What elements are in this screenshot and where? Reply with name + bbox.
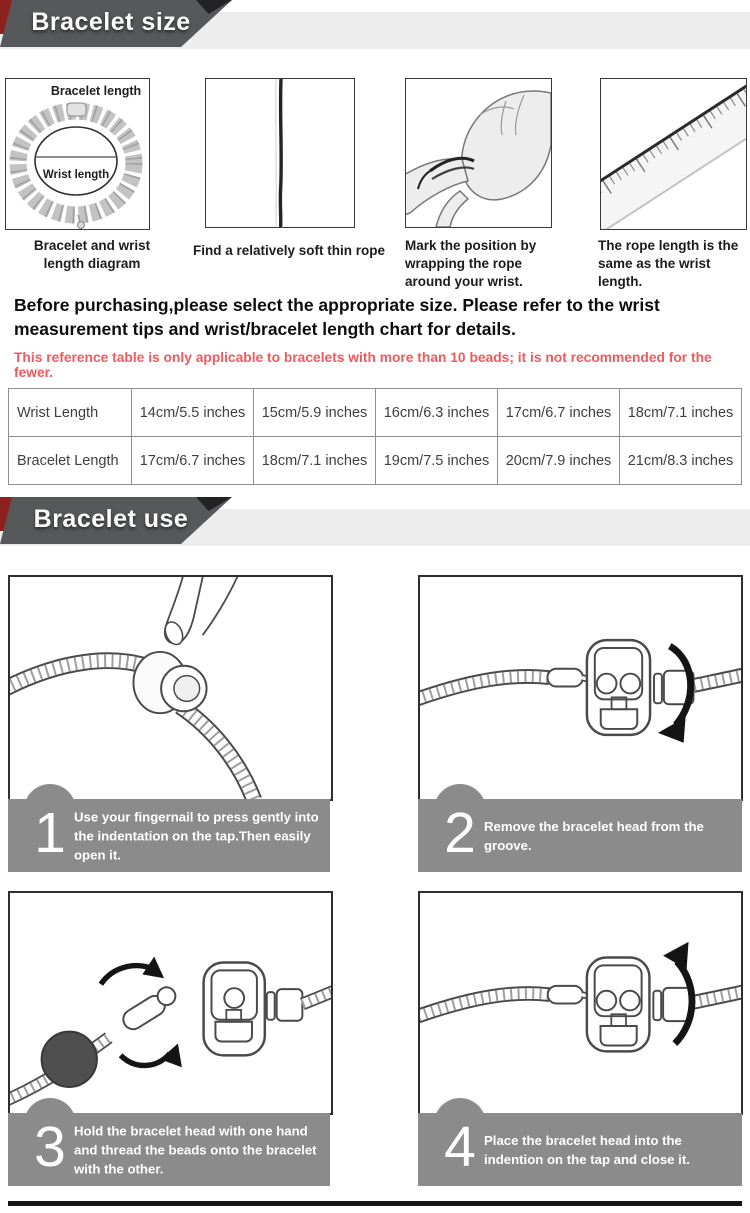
step2-caption-bar: [418, 799, 742, 872]
step4-text: Place the bracelet head into the indention on the tap and close it.: [484, 1132, 690, 1167]
barrel-clasp: [133, 652, 206, 713]
clasp-bead: [67, 103, 86, 116]
wrist-length-label: Wrist length: [42, 169, 110, 181]
wrap-wrist-image: [405, 78, 552, 228]
rope-caption: Find a relatively soft thin rope: [193, 243, 386, 258]
diagram-caption: Bracelet and wrist length diagram: [33, 238, 151, 271]
table-cell: 17cm/6.7 inches: [132, 437, 254, 485]
table-cell: 20cm/7.9 inches: [498, 437, 620, 485]
bracelet-diagram-image: [5, 78, 150, 230]
intro-text: Before purchasing,please select the appropriate size. Please refer to the wrist measurement tips and wrist/bracelet length chart for details.: [14, 295, 660, 339]
step4-number: 4: [444, 1115, 476, 1179]
cable-left: [420, 676, 549, 699]
table-row: [9, 437, 742, 485]
twist-arrow-top: [101, 957, 164, 985]
step4-image: [418, 891, 743, 1115]
table-cell: 21cm/8.3 inches: [620, 437, 742, 485]
cable-left: [10, 661, 153, 689]
cable-left: [420, 993, 550, 1016]
step2-number: 2: [444, 801, 476, 865]
table-cell: 17cm/6.7 inches: [498, 389, 620, 437]
table-cell: 14cm/5.5 inches: [132, 389, 254, 437]
charm-dangle: [78, 222, 85, 229]
step2-image: [418, 575, 743, 801]
step4-caption-bar: [418, 1113, 742, 1186]
table-cell: 16cm/6.3 inches: [376, 389, 498, 437]
clasp-open: [547, 640, 693, 735]
table-cell: 18cm/7.1 inches: [620, 389, 742, 437]
step2-text: Remove the bracelet head from the groove.: [484, 818, 704, 853]
step3-caption-bar: [8, 1113, 330, 1186]
rope-line: [280, 79, 281, 227]
dark-bead: [42, 1032, 97, 1087]
step3-text: Hold the bracelet head with one hand and thread the beads onto the bracelet with the other.: [74, 1122, 317, 1177]
twist-arrow-bottom: [121, 1043, 182, 1067]
step1-text: Use your fingernail to press gently into the indentation on the tap.Then easily open it.: [74, 808, 319, 863]
wrap-caption: Mark the position by wrapping the rope around your wrist.: [405, 238, 537, 289]
bracelet-pin-tip: [119, 984, 180, 1033]
step1-number: 1: [34, 801, 66, 865]
bracelet-length-label: Bracelet length: [50, 84, 142, 98]
bracelet-use-title: Bracelet use: [33, 505, 189, 533]
cable-right: [692, 992, 741, 1003]
table-cell: 15cm/5.9 inches: [254, 389, 376, 437]
cable-right: [180, 706, 254, 799]
step3-image: [8, 891, 333, 1115]
step1-caption-bar: [8, 799, 330, 872]
clasp-head: [204, 963, 303, 1056]
table-cell: 19cm/7.5 inches: [376, 437, 498, 485]
clasp-open: [548, 958, 693, 1052]
wrist-ellipse: [35, 127, 117, 195]
bracelet-size-title: Bracelet size: [31, 8, 191, 36]
bottom-divider: [8, 1201, 742, 1206]
cable-right: [693, 675, 741, 686]
table-cell: 18cm/7.1 inches: [254, 437, 376, 485]
step1-image: [8, 575, 333, 801]
ruler-caption: The rope length is the same as the wrist length.: [598, 238, 739, 289]
reference-note: This reference table is only applicable to bracelets with more than 10 beads; it is not recommended for the fewer.: [14, 350, 712, 380]
bracelet-length-header: Bracelet Length: [9, 437, 132, 485]
rope-image: [205, 78, 355, 228]
ruler-image: [600, 78, 747, 230]
wrist-length-header: Wrist Length: [9, 389, 132, 437]
bracelet-use-banner: [0, 497, 750, 553]
rope-shadow: [276, 79, 277, 227]
pinching-fingers: [436, 191, 468, 227]
cable-right: [302, 991, 331, 1004]
pressing-finger: [162, 577, 239, 647]
size-table: [8, 388, 742, 485]
table-row: [9, 389, 742, 437]
bracelet-size-banner: [0, 0, 750, 56]
step3-number: 3: [34, 1115, 66, 1179]
